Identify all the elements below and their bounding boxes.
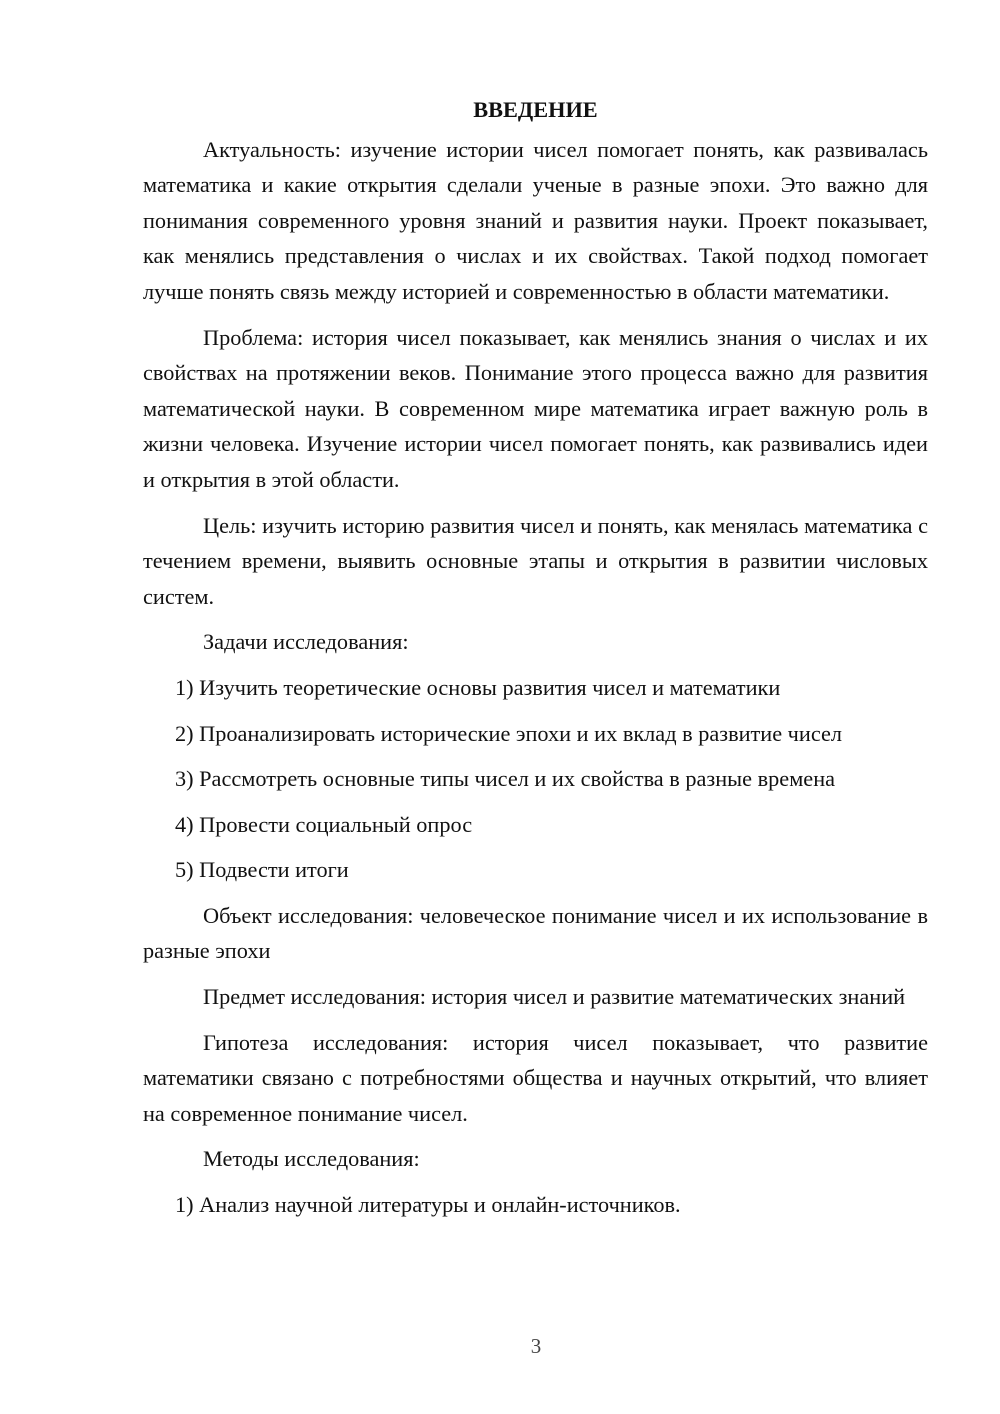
list-item: 4) Провести социальный опрос [175,811,473,837]
page-number: 3 [530,1334,542,1358]
object-paragraph: Объект исследования: человеческое понимание чисел и их использование в разные эпохи [143,902,928,964]
section-title: ВВЕДЕНИЕ [473,97,598,122]
goal-paragraph: Цель: изучить историю развития чисел и понять, как менялась математика с течением времени, выявить основные этапы и открытия в развитии числовых систем. [143,512,928,609]
subject-paragraph: Предмет исследования: история чисел и развитие математических знаний [203,984,906,1010]
list-item: 3) Рассмотреть основные типы чисел и их свойства в разные времена [175,766,836,792]
methods-heading: Методы исследования: [203,1146,420,1172]
problem-paragraph: Проблема: история чисел показывает, как менялись знания о числах и их свойствах на протяжении веков. Понимание этого процесса важно для развития математической науки. В современном мире математика играет важную роль в жизни человека. Изучение истории чисел помогает понять, как развивались идеи и открытия в этой области. [143,324,928,492]
methods-list [143,1187,928,1223]
page-content [143,92,928,1233]
tasks-heading: Задачи исследования: [203,629,409,655]
list-item: 5) Подвести итоги [175,857,349,883]
relevance-paragraph: Актуальность: изучение истории чисел помогает понять, как развивалась математика и какие открытия сделали ученые в разные эпохи. Это важно для понимания современного уровня знаний и развития науки. Проект показывает, как менялись представления о числах и их свойствах. Такой подход помогает лучше понять связь между историей и современностью в области математики. [143,136,928,304]
tasks-list [143,670,928,888]
hypothesis-paragraph: Гипотеза исследования: история чисел показывает, что развитие математики связано с потребностями общества и научных открытий, что влияет на современное понимание чисел. [143,1029,928,1126]
list-item: 1) Изучить теоретические основы развития чисел и математики [175,674,781,700]
list-item: 1) Анализ научной литературы и онлайн-источников. [175,1192,681,1218]
list-item: 2) Проанализировать исторические эпохи и их вклад в развитие чисел [175,720,843,746]
